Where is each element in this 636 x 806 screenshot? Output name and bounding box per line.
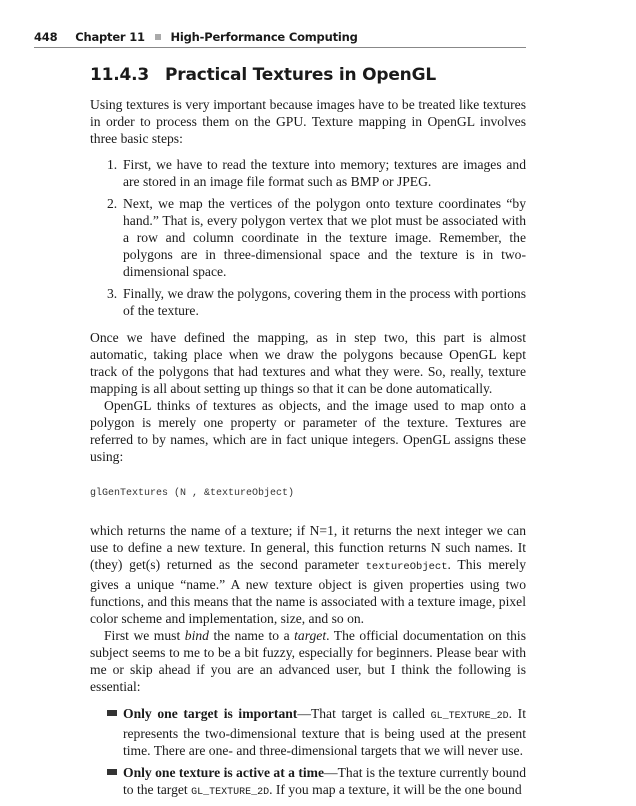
text: —That is the texture currently bound to the target <box>123 765 527 797</box>
text: . It represents the two-dimensional texture that is being used at the present time. There are one- and three-dimensional targets that we will never use. <box>123 706 526 758</box>
item-text: Next, we map the vertices of the polygon onto texture coordinates “by hand.” That is, every polygon vertex that we plot must be associated with a row and column coordinate in the texture image. Remember, the polygons are in three-dimensional space and the texture is in two-dimensional space. <box>123 196 526 279</box>
list-item <box>90 705 526 759</box>
text: . This merely gives a unique “name.” A new texture object is given properties using two functions, and this means that the name is associated with a texture image, pixel color scheme and implementation, size, and so on. <box>90 557 527 626</box>
inline-code: GL_TEXTURE_2D <box>430 711 509 722</box>
separator-square-icon <box>155 34 161 40</box>
emphasis: bind <box>184 628 209 643</box>
bullet-lead: Only one texture is active at a time <box>123 765 325 780</box>
code-block: glGenTextures (N , &textureObject) <box>90 488 295 499</box>
bullet-lead: Only one target is important <box>123 706 298 721</box>
text: the name to a <box>208 628 295 643</box>
running-head <box>34 30 526 48</box>
section-title: Practical Textures in OpenGL <box>165 65 436 85</box>
intro-paragraph: Using textures is very important because images have to be treated like textures in order to process them on the GPU. Texture mapping in OpenGL involves three basic steps: <box>90 97 526 146</box>
list-item <box>90 764 526 801</box>
paragraph: Once we have defined the mapping, as in step two, this part is almost automatic, taking place when we draw the polygons because OpenGL kept track of the polygons that had textures and what they were. So, really, texture mapping is all about setting up things so that it can be done automatically. <box>90 330 526 396</box>
steps-list <box>90 156 526 319</box>
section-number: 11.4.3 <box>90 65 150 85</box>
text: First we must <box>104 628 185 643</box>
bullet-square-icon <box>107 710 117 716</box>
item-text: First, we have to read the texture into memory; textures are images and are stored in an image file format such as BMP or JPEG. <box>123 157 526 189</box>
paragraph <box>90 627 526 695</box>
list-item <box>90 156 526 190</box>
item-text: Finally, we draw the polygons, covering them in the process with portions of the texture. <box>123 286 526 318</box>
text: which returns the name of a texture; if N=1, it returns the next integer we can use to define a new texture. In general, this function returns N such names. It (they) get(s) returned as the second parameter <box>90 523 526 572</box>
inline-code: textureObject <box>365 561 448 573</box>
paragraph <box>90 522 526 627</box>
chapter-label: Chapter 11 <box>75 30 145 44</box>
text: . If you map a texture, it will be the one bound <box>269 782 522 797</box>
emphasis: target <box>294 628 327 643</box>
text: —That target is called <box>297 706 431 721</box>
bullet-square-icon <box>107 769 117 775</box>
section-heading <box>90 64 526 86</box>
chapter-title: High-Performance Computing <box>170 30 358 44</box>
item-number: 2. <box>107 196 118 211</box>
list-item <box>90 285 526 319</box>
list-item <box>90 195 526 280</box>
item-number: 1. <box>107 157 118 172</box>
page-body <box>90 64 526 806</box>
item-number: 3. <box>107 286 118 301</box>
text: . The official documentation on this subject seems to me to be a bit fuzzy, especially for beginners. Please bear with me or skip ahead if you are an advanced user, but I think the following is essential: <box>90 628 526 694</box>
bullet-list <box>90 705 526 801</box>
paragraph: OpenGL thinks of textures as objects, and the image used to map onto a polygon is merely one property or parameter of the texture. Textures are referred to by names, which are in fact unique integers. OpenGL assigns these using: <box>90 398 526 464</box>
inline-code: GL_TEXTURE_2D <box>191 787 270 798</box>
page-number: 448 <box>34 30 58 44</box>
